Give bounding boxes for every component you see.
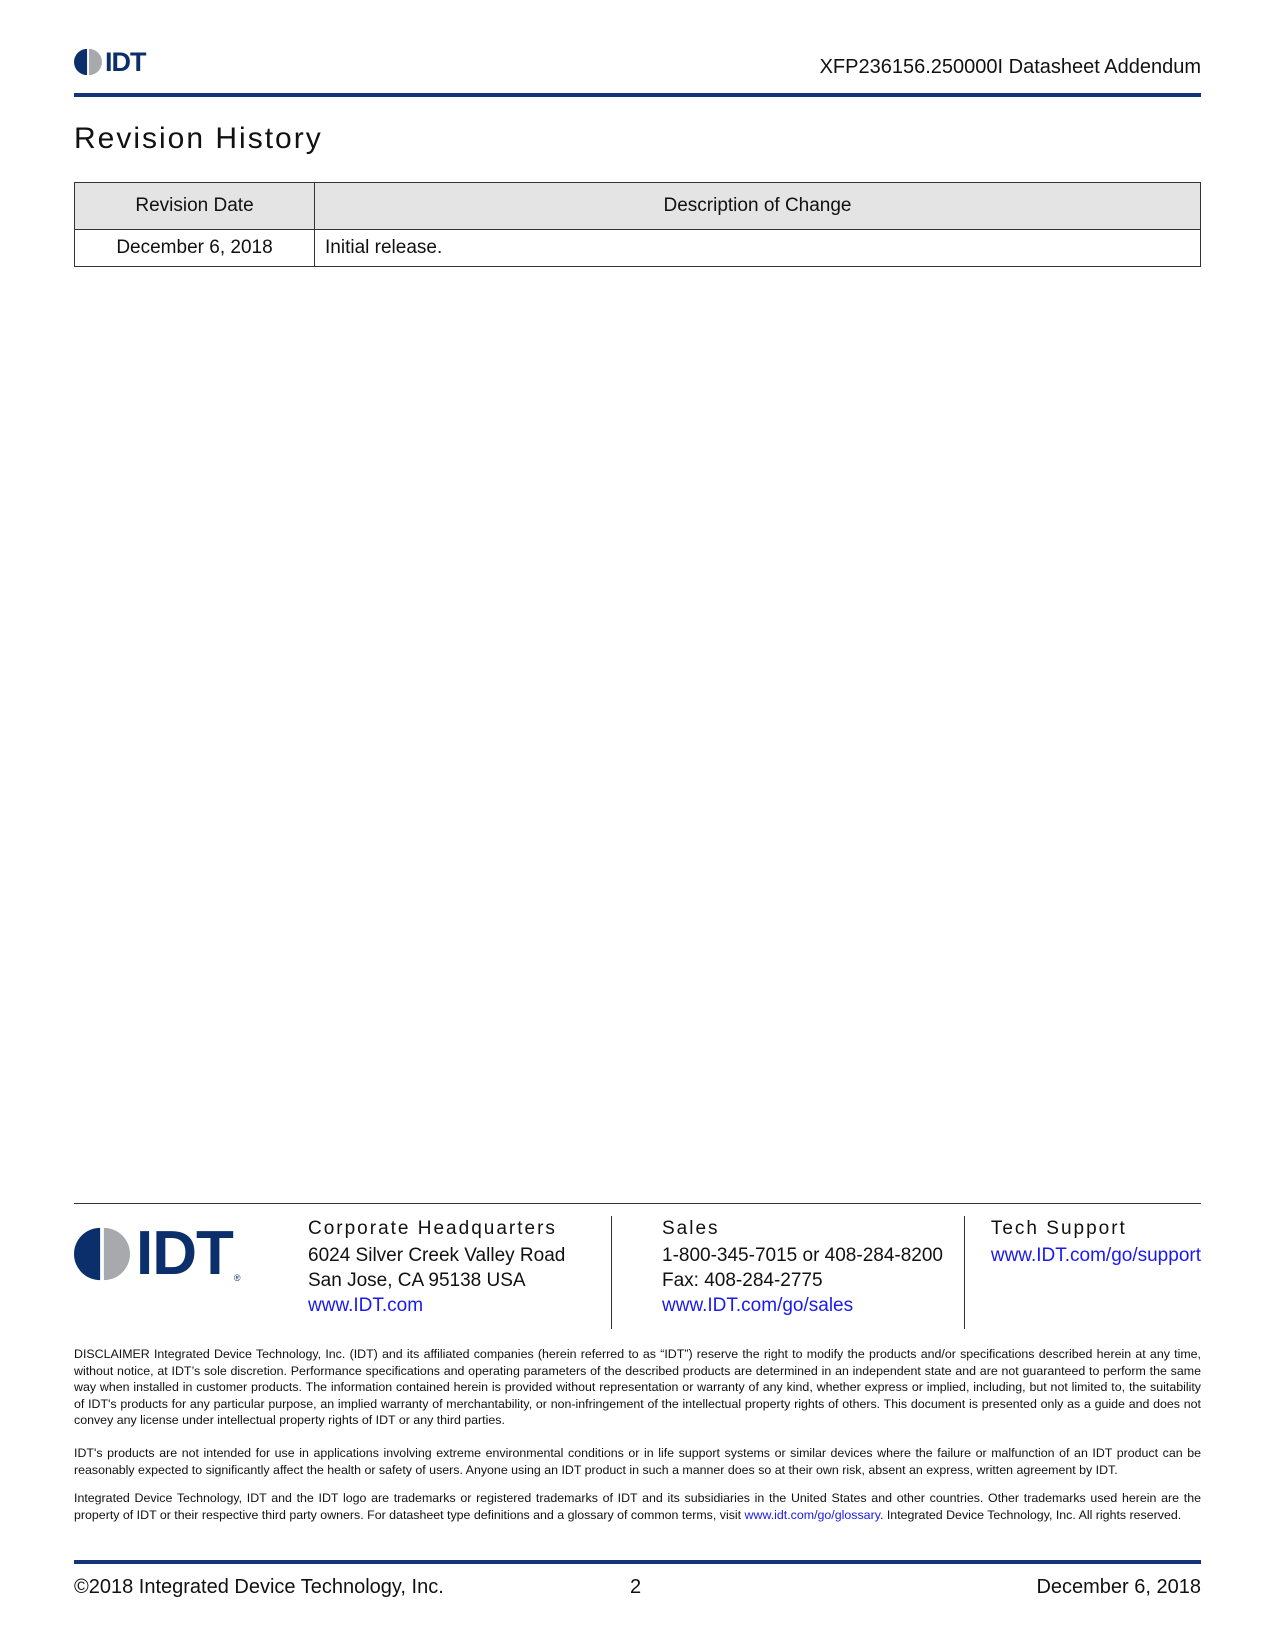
registered-mark: ®: [233, 1273, 241, 1283]
sales-fax: Fax: 408-284-2775: [662, 1270, 823, 1291]
support-link[interactable]: www.IDT.com/go/support: [990, 1245, 1201, 1266]
table-header-row: [75, 183, 1201, 230]
copyright: ©2018 Integrated Device Technology, Inc.: [74, 1576, 444, 1598]
footer-rule: [74, 1560, 1201, 1564]
trademark-text: Integrated Device Technology, IDT and the IDT logo are trademarks or registered trademarks of IDT and its subsidiaries in the United States and other countries. Other trademarks used herein are the property of IDT or their respective third party owners. For datasheet type definitions and a glossary of common terms, visit: [74, 1491, 1201, 1522]
description-cell: Initial release.: [315, 230, 1201, 267]
revision-table: [74, 182, 1201, 267]
header-logo: [74, 47, 146, 77]
safety-paragraph: IDT's products are not intended for use in applications involving extreme environmental conditions or in life support systems or similar devices where the failure or malfunction of an IDT product can be reasonably expected to significantly affect the health or safety of users. Anyone using an IDT product in such a manner does so at their own risk, absent an express, written agreement by IDT.: [74, 1446, 1201, 1477]
footer-logo: [74, 1218, 241, 1289]
sales-heading: Sales: [662, 1218, 720, 1239]
trademark-paragraph: [74, 1490, 1201, 1523]
hq-heading: Corporate Headquarters: [308, 1218, 557, 1239]
support-heading: Tech Support: [990, 1218, 1127, 1239]
idt-logo-icon: [74, 48, 102, 76]
page-title: Revision History: [74, 122, 323, 155]
column-header-revision-date: Revision Date: [75, 183, 315, 230]
page-number: 2: [630, 1576, 642, 1598]
header-rule: [74, 93, 1201, 97]
logo-wordmark: IDT: [136, 1219, 233, 1288]
contact-divider: [964, 1216, 965, 1329]
logo-wordmark: IDT: [105, 46, 146, 77]
sales-contact: [662, 1216, 943, 1318]
hq-link[interactable]: www.IDT.com: [308, 1295, 424, 1316]
contact-divider: [611, 1216, 612, 1329]
table-row: [75, 230, 1201, 267]
doc-title: XFP236156.250000I Datasheet Addendum: [819, 56, 1201, 78]
support-contact: [991, 1216, 1201, 1268]
footer-date: December 6, 2018: [1036, 1576, 1201, 1598]
hq-contact: [308, 1216, 565, 1318]
idt-logo-icon: [74, 1226, 130, 1282]
column-header-description: Description of Change: [315, 183, 1201, 230]
revision-date-cell: December 6, 2018: [75, 230, 315, 267]
hq-address-line1: 6024 Silver Creek Valley Road: [308, 1245, 566, 1266]
glossary-link[interactable]: www.idt.com/go/glossary: [744, 1507, 880, 1522]
hq-address-line2: San Jose, CA 95138 USA: [308, 1270, 526, 1291]
footer-divider: [74, 1203, 1201, 1204]
sales-link[interactable]: www.IDT.com/go/sales: [662, 1295, 854, 1316]
trademark-text-end: . Integrated Device Technology, Inc. All rights reserved.: [879, 1507, 1182, 1522]
sales-phone: 1-800-345-7015 or 408-284-8200: [662, 1245, 943, 1266]
disclaimer-paragraph: DISCLAIMER Integrated Device Technology, Inc. (IDT) and its affiliated companies (herein referred to as “IDT”) reserve the right to modify the products and/or specifications described herein at any time, without notice, at IDT’s sole discretion. Performance specifications and operating parameters of the described products are determined in an independent state and are not guaranteed to perform the same way when installed in customer products. The information contained herein is provided without representation or warranty of any kind, whether express or implied, including, but not limited to, the suitability of IDT's products for any particular purpose, an implied warranty of merchantability, or non-infringement of the intellectual property rights of others. This document is presented only as a guide and does not convey any license under intellectual property rights of IDT or any third parties.: [74, 1347, 1201, 1427]
